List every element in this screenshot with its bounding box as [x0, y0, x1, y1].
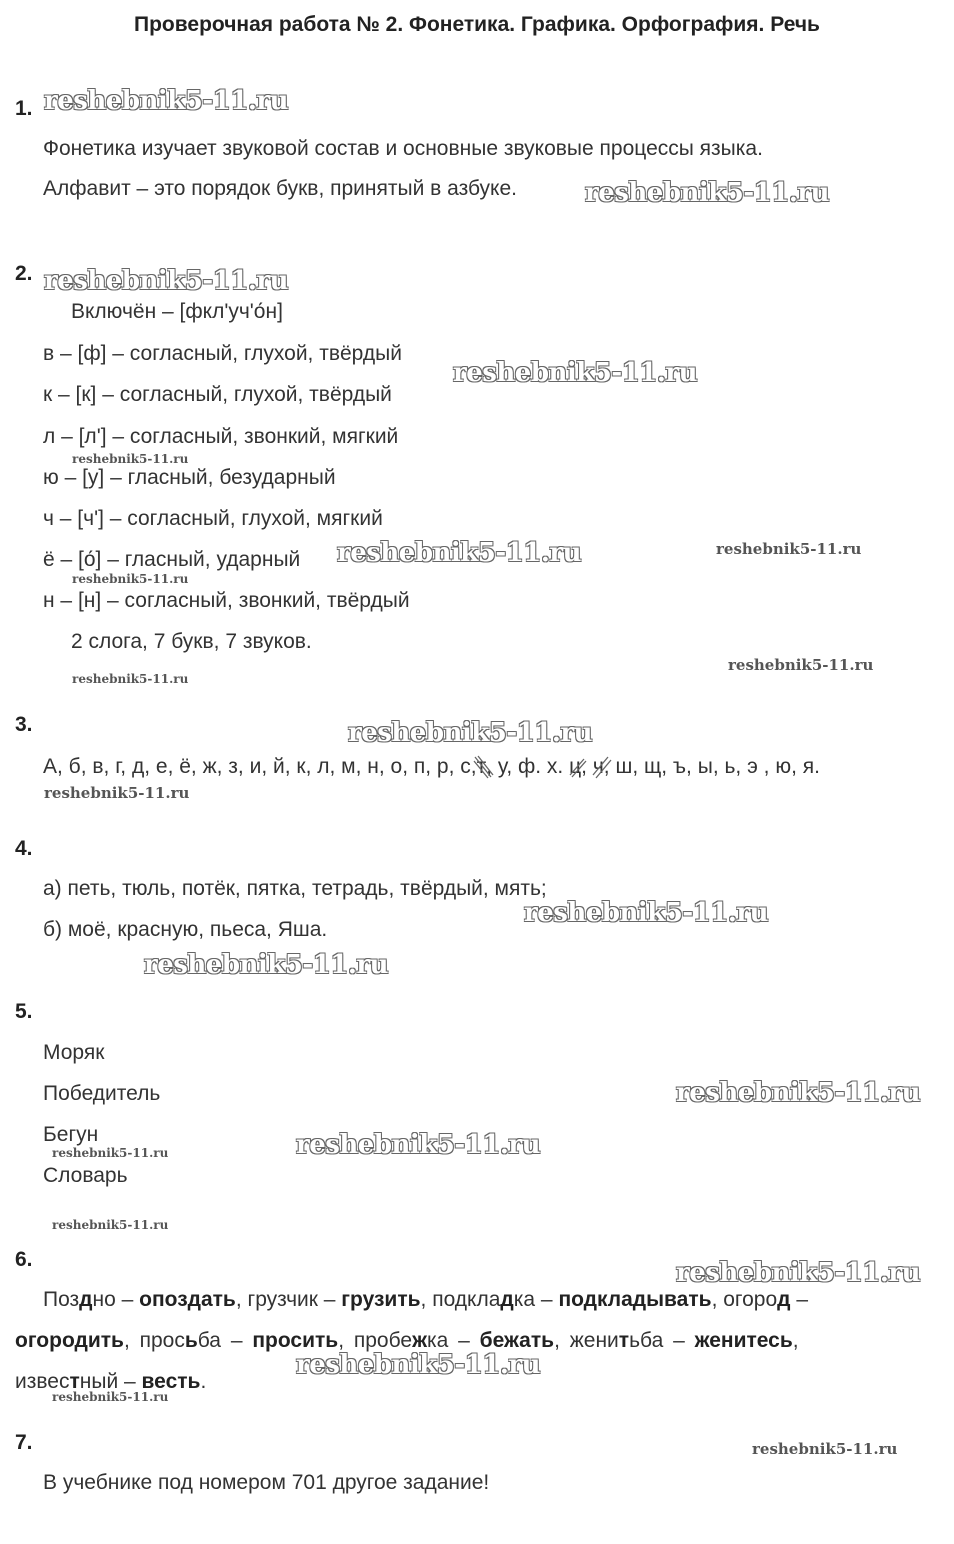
watermark: reshebnik5-11.ru — [728, 656, 874, 674]
task-6-line-2: огородить, просьба – просить, пробежка – бежать, женитьба – женитесь, — [15, 1329, 799, 1352]
alphabet-part-1: А, б, в, г, д, е, ё, ж, з, и, й, к, л, м, н, о, п, р, с, — [43, 755, 477, 778]
task-1-line-2: Алфавит – это порядок букв, принятый в азбуке. — [43, 177, 517, 200]
task-2-line: в – [ф] – согласный, глухой, твёрдый — [43, 342, 402, 365]
crossed-letter: т — [477, 755, 487, 778]
watermark: reshebnik5-11.ru — [716, 540, 862, 558]
task-7-number: 7. — [15, 1431, 33, 1454]
task-3-number: 3. — [15, 713, 33, 736]
watermark: reshebnik5-11.ru — [296, 1130, 541, 1160]
page-title: Проверочная работа № 2. Фонетика. Графика. Орфография. Речь — [134, 13, 820, 36]
task-2-line: л – [л'] – согласный, звонкий, мягкий — [43, 425, 399, 448]
watermark: reshebnik5-11.ru — [524, 898, 769, 928]
task-2-word: Включён – [фкл'уч'о́н] — [71, 300, 283, 323]
task-6-number: 6. — [15, 1248, 33, 1271]
alphabet-part-2: , ш, щ, ъ, ы, ь, э , ю, я. — [603, 755, 820, 778]
task-2-number: 2. — [15, 262, 33, 285]
task-2-line: к – [к] – согласный, глухой, твёрдый — [43, 383, 392, 406]
task-5-word: Бегун — [43, 1123, 99, 1146]
answer-word: женитесь — [694, 1329, 793, 1352]
strike-mark-icon — [473, 753, 495, 779]
watermark: reshebnik5-11.ru — [52, 1218, 169, 1232]
task-1-number: 1. — [15, 97, 33, 120]
watermark: reshebnik5-11.ru — [44, 266, 289, 296]
watermark: reshebnik5-11.ru — [752, 1440, 898, 1458]
task-2-line: ч – [ч'] – согласный, глухой, мягкий — [43, 507, 383, 530]
task-5-number: 5. — [15, 1000, 33, 1023]
task-1-line-1: Фонетика изучает звуковой состав и основные звуковые процессы языка. — [43, 137, 763, 160]
watermark: reshebnik5-11.ru — [144, 950, 389, 980]
answer-word: просить — [252, 1329, 339, 1352]
answer-word: подкладывать — [558, 1288, 712, 1311]
task-4-a: а) петь, тюль, потёк, пятка, тетрадь, твёрдый, мять; — [43, 877, 547, 900]
watermark: reshebnik5-11.ru — [52, 1390, 169, 1404]
answer-word: весть — [141, 1370, 201, 1393]
watermark: reshebnik5-11.ru — [44, 784, 190, 802]
watermark: reshebnik5-11.ru — [676, 1078, 921, 1108]
watermark: reshebnik5-11.ru — [72, 452, 189, 466]
strike-mark-icon — [566, 753, 588, 779]
watermark: reshebnik5-11.ru — [676, 1258, 921, 1288]
alphabet-comma: , — [581, 755, 587, 778]
watermark: reshebnik5-11.ru — [453, 358, 698, 388]
answer-word: бежать — [479, 1329, 555, 1352]
task-5-word: Моряк — [43, 1041, 105, 1064]
crossed-letter: ч — [593, 755, 604, 778]
watermark: reshebnik5-11.ru — [585, 178, 830, 208]
task-4-number: 4. — [15, 837, 33, 860]
task-6-line-1: Поздно – опоздать, грузчик – грузить, подкладка – подкладывать, огород – — [43, 1288, 809, 1311]
task-2-line: н – [н] – согласный, звонкий, твёрдый — [43, 589, 410, 612]
watermark: reshebnik5-11.ru — [72, 672, 189, 686]
watermark: reshebnik5-11.ru — [348, 718, 593, 748]
task-6-line-3: известный – весть. — [15, 1370, 207, 1393]
watermark: reshebnik5-11.ru — [337, 538, 582, 568]
task-5-word: Победитель — [43, 1082, 161, 1105]
watermark: reshebnik5-11.ru — [44, 86, 289, 116]
task-5-word: Словарь — [43, 1164, 128, 1187]
task-2-line: ю – [у] – гласный, безударный — [43, 466, 336, 489]
task-3-alphabet — [43, 755, 820, 779]
alphabet-mid: , у, ф. х. — [486, 755, 564, 778]
answer-word: опоздать — [139, 1288, 236, 1311]
watermark: reshebnik5-11.ru — [52, 1146, 169, 1160]
strike-mark-icon — [590, 753, 612, 779]
watermark: reshebnik5-11.ru — [296, 1350, 541, 1380]
task-7-text: В учебнике под номером 701 другое задание! — [43, 1471, 490, 1494]
crossed-letter: ц — [569, 755, 581, 778]
answer-word: огородить — [15, 1329, 124, 1352]
task-2-summary: 2 слога, 7 букв, 7 звуков. — [71, 630, 312, 653]
answer-word: грузить — [341, 1288, 421, 1311]
watermark: reshebnik5-11.ru — [72, 572, 189, 586]
task-2-line: ё – [о́] – гласный, ударный — [43, 548, 301, 571]
task-4-b: б) моё, красную, пьеса, Яша. — [43, 918, 328, 941]
